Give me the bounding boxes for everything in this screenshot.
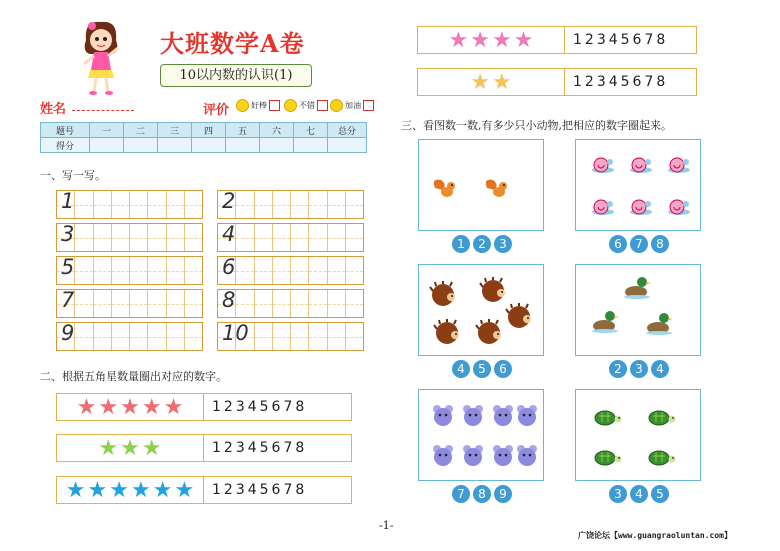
smiley-icon — [330, 99, 343, 112]
star-icon: ★ — [87, 477, 108, 503]
number-option[interactable]: 3 — [609, 485, 627, 503]
writing-cell[interactable] — [254, 257, 272, 284]
star-icon: ★ — [76, 394, 97, 420]
number-option[interactable]: 6 — [494, 360, 512, 378]
number-option[interactable]: 2 — [473, 235, 491, 253]
star-icon: ★ — [98, 435, 119, 461]
animal-box — [418, 389, 544, 481]
number-option[interactable]: 1 — [452, 235, 470, 253]
star-icon: ★ — [470, 27, 490, 53]
animal-illustration — [576, 140, 700, 230]
name-label: 姓名 — [40, 102, 67, 117]
writing-cell[interactable] — [129, 290, 147, 317]
writing-cell[interactable] — [272, 191, 290, 218]
star-group — [418, 69, 565, 95]
duck-icon — [592, 311, 619, 333]
writing-number: 3 — [61, 222, 75, 246]
score-table: 题号 一 二 三 四 五 六 七 总分 得分 — [40, 122, 367, 153]
number-option[interactable]: 8 — [473, 485, 491, 503]
writing-cell[interactable] — [345, 224, 363, 251]
writing-row[interactable] — [217, 223, 364, 252]
eval-checkbox[interactable] — [317, 100, 328, 111]
star-icon: ★ — [448, 27, 469, 53]
writing-cell[interactable] — [129, 257, 147, 284]
squirrel-icon — [486, 180, 507, 197]
star-group — [418, 27, 565, 53]
writing-cell[interactable] — [147, 290, 165, 317]
writing-cell[interactable] — [74, 224, 92, 251]
writing-cell[interactable] — [184, 290, 202, 317]
star-row — [56, 476, 352, 504]
animal-illustration — [419, 390, 543, 480]
mouse-icon — [433, 405, 453, 426]
writing-row[interactable] — [56, 223, 203, 252]
number-choices[interactable]: 12345678 — [573, 32, 669, 48]
writing-cell[interactable] — [93, 224, 111, 251]
star-icon: ★ — [120, 435, 140, 461]
number-option[interactable]: 5 — [651, 485, 669, 503]
writing-cell[interactable] — [308, 290, 326, 317]
writing-number: 2 — [222, 189, 236, 213]
footer-watermark: 广饶论坛【www.guangraoluntan.com】 — [578, 531, 732, 540]
writing-cell[interactable] — [147, 257, 165, 284]
writing-cell[interactable] — [129, 224, 147, 251]
hedgehog-icon — [506, 303, 531, 328]
writing-cell[interactable] — [272, 257, 290, 284]
star-row — [56, 434, 352, 462]
star-icon: ★ — [174, 477, 195, 503]
snail-icon — [630, 158, 652, 173]
section-3-title: 三、看图数一数,有多少只小动物,把相应的数字圈起来。 — [401, 119, 672, 132]
writing-number: 8 — [222, 288, 236, 312]
mouse-icon — [433, 445, 453, 466]
page-title: 大班数学A卷 — [160, 29, 305, 58]
number-circle-group — [452, 360, 512, 378]
number-choices[interactable]: 12345678 — [212, 440, 308, 456]
writing-cell[interactable] — [235, 191, 253, 218]
writing-cell[interactable] — [254, 323, 272, 350]
writing-cell[interactable] — [93, 290, 111, 317]
eval-option-good[interactable]: 不错 — [284, 99, 328, 112]
name-write-line[interactable] — [72, 110, 134, 111]
number-option[interactable]: 4 — [452, 360, 470, 378]
star-group — [57, 435, 204, 461]
eval-checkbox[interactable] — [363, 100, 374, 111]
writing-cell[interactable] — [166, 191, 184, 218]
star-row — [56, 393, 352, 421]
writing-row[interactable] — [56, 190, 203, 219]
writing-cell[interactable] — [147, 224, 165, 251]
hedgehog-icon — [434, 319, 459, 344]
writing-cell[interactable] — [93, 323, 111, 350]
hedgehog-icon — [480, 277, 505, 302]
number-circle-group — [452, 485, 512, 503]
evaluation-label: 评价 — [203, 103, 230, 118]
writing-number: 10 — [222, 321, 249, 345]
number-choices[interactable]: 12345678 — [212, 399, 308, 415]
writing-row[interactable] — [56, 322, 203, 351]
writing-cell[interactable] — [308, 224, 326, 251]
section-2-title: 二、根据五角星数量圈出对应的数字。 — [40, 370, 227, 383]
writing-cell[interactable] — [308, 257, 326, 284]
section-1-title: 一、写一写。 — [40, 169, 106, 182]
writing-row[interactable] — [217, 289, 364, 318]
writing-cell[interactable] — [184, 224, 202, 251]
number-option[interactable]: 4 — [651, 360, 669, 378]
star-icon: ★ — [141, 435, 162, 461]
writing-row[interactable] — [217, 256, 364, 285]
writing-cell[interactable] — [74, 191, 92, 218]
writing-cell[interactable] — [290, 257, 308, 284]
writing-cell[interactable] — [166, 224, 184, 251]
writing-row[interactable] — [56, 289, 203, 318]
writing-cell[interactable] — [290, 191, 308, 218]
star-icon: ★ — [109, 477, 129, 503]
hedgehog-icon — [430, 281, 455, 306]
number-circle-group — [609, 235, 669, 253]
animal-box — [575, 264, 701, 356]
animal-illustration — [576, 390, 700, 480]
writing-cell[interactable] — [184, 323, 202, 350]
writing-cell[interactable] — [74, 290, 92, 317]
writing-row[interactable] — [56, 256, 203, 285]
star-icon: ★ — [120, 394, 140, 420]
writing-number: 4 — [222, 222, 236, 246]
duck-icon — [646, 313, 673, 335]
snail-icon — [668, 158, 690, 173]
mouse-icon — [517, 405, 537, 426]
mouse-icon — [517, 445, 537, 466]
star-icon: ★ — [65, 477, 86, 503]
eval-option-great[interactable]: 好棒 — [236, 99, 280, 112]
writing-cell[interactable] — [327, 323, 345, 350]
smiley-icon — [284, 99, 297, 112]
writing-cell[interactable] — [345, 323, 363, 350]
star-icon: ★ — [152, 477, 173, 503]
turtle-icon — [649, 451, 676, 465]
number-option[interactable]: 5 — [473, 360, 491, 378]
snail-icon — [592, 200, 614, 215]
number-option[interactable]: 3 — [494, 235, 512, 253]
page-number: -1- — [379, 519, 394, 532]
writing-cell[interactable] — [345, 290, 363, 317]
animal-box — [575, 139, 701, 231]
writing-cell[interactable] — [254, 191, 272, 218]
writing-cell[interactable] — [235, 224, 253, 251]
smiley-icon — [236, 99, 249, 112]
writing-cell[interactable] — [308, 323, 326, 350]
page-subtitle: 10以内数的认识(1) — [160, 64, 312, 87]
writing-cell[interactable] — [111, 257, 129, 284]
star-icon: ★ — [131, 477, 151, 503]
writing-cell[interactable] — [254, 290, 272, 317]
eval-checkbox[interactable] — [269, 100, 280, 111]
writing-cell[interactable] — [93, 191, 111, 218]
writing-cell[interactable] — [327, 191, 345, 218]
writing-cell[interactable] — [111, 290, 129, 317]
writing-cell[interactable] — [184, 191, 202, 218]
writing-cell[interactable] — [166, 323, 184, 350]
number-option[interactable]: 2 — [609, 360, 627, 378]
animal-box — [418, 139, 544, 231]
hedgehog-icon — [476, 319, 501, 344]
writing-row[interactable] — [217, 322, 364, 351]
star-group — [57, 394, 204, 420]
writing-cell[interactable] — [111, 191, 129, 218]
animal-illustration — [576, 265, 700, 355]
animal-box — [418, 264, 544, 356]
writing-cell[interactable] — [327, 290, 345, 317]
writing-cell[interactable] — [147, 191, 165, 218]
mouse-icon — [493, 405, 513, 426]
writing-cell[interactable] — [290, 323, 308, 350]
writing-cell[interactable] — [345, 191, 363, 218]
number-circle-group — [452, 235, 512, 253]
number-option[interactable]: 3 — [630, 360, 648, 378]
number-option[interactable]: 7 — [630, 235, 648, 253]
number-choices[interactable]: 12345678 — [573, 74, 669, 90]
star-icon: ★ — [470, 69, 490, 95]
number-option[interactable]: 4 — [630, 485, 648, 503]
number-circle-group — [609, 360, 669, 378]
star-group — [57, 477, 204, 503]
writing-cell[interactable] — [345, 257, 363, 284]
star-icon: ★ — [141, 394, 162, 420]
star-row — [417, 26, 697, 54]
writing-row[interactable] — [217, 190, 364, 219]
number-option[interactable]: 8 — [651, 235, 669, 253]
squirrel-icon — [434, 180, 455, 197]
writing-cell[interactable] — [111, 224, 129, 251]
star-icon: ★ — [98, 394, 119, 420]
writing-cell[interactable] — [272, 224, 290, 251]
writing-cell[interactable] — [166, 290, 184, 317]
snail-icon — [668, 200, 690, 215]
writing-number: 1 — [61, 189, 75, 213]
snail-icon — [592, 158, 614, 173]
star-icon: ★ — [492, 27, 512, 53]
star-icon: ★ — [513, 27, 534, 53]
writing-number: 7 — [61, 288, 75, 312]
writing-number: 9 — [61, 321, 75, 345]
writing-cell[interactable] — [290, 224, 308, 251]
star-icon: ★ — [492, 69, 512, 95]
writing-cell[interactable] — [272, 290, 290, 317]
writing-cell[interactable] — [290, 290, 308, 317]
writing-cell[interactable] — [74, 257, 92, 284]
snail-icon — [630, 200, 652, 215]
writing-cell[interactable] — [147, 323, 165, 350]
turtle-icon — [595, 411, 622, 425]
writing-cell[interactable] — [129, 323, 147, 350]
animal-illustration — [419, 265, 543, 355]
duck-icon — [624, 277, 651, 299]
animal-box — [575, 389, 701, 481]
writing-cell[interactable] — [327, 257, 345, 284]
number-choices[interactable]: 12345678 — [212, 482, 308, 498]
writing-cell[interactable] — [308, 191, 326, 218]
writing-cell[interactable] — [327, 224, 345, 251]
number-option[interactable]: 7 — [452, 485, 470, 503]
writing-cell[interactable] — [93, 257, 111, 284]
writing-cell[interactable] — [74, 323, 92, 350]
writing-cell[interactable] — [184, 257, 202, 284]
writing-cell[interactable] — [111, 323, 129, 350]
writing-cell[interactable] — [272, 323, 290, 350]
writing-number: 5 — [61, 255, 75, 279]
mouse-icon — [493, 445, 513, 466]
number-option[interactable]: 9 — [494, 485, 512, 503]
number-option[interactable]: 6 — [609, 235, 627, 253]
writing-cell[interactable] — [235, 257, 253, 284]
writing-cell[interactable] — [129, 191, 147, 218]
star-icon: ★ — [163, 394, 184, 420]
girl-mascot-illustration — [76, 18, 126, 98]
writing-cell[interactable] — [254, 224, 272, 251]
mouse-icon — [463, 445, 483, 466]
animal-illustration — [419, 140, 543, 230]
writing-cell[interactable] — [166, 257, 184, 284]
writing-number: 6 — [222, 255, 236, 279]
writing-cell[interactable] — [235, 290, 253, 317]
mouse-icon — [463, 405, 483, 426]
turtle-icon — [595, 451, 622, 465]
turtle-icon — [649, 411, 676, 425]
eval-option-keep-going[interactable]: 加油 — [330, 99, 374, 112]
star-row — [417, 68, 697, 96]
number-circle-group — [609, 485, 669, 503]
